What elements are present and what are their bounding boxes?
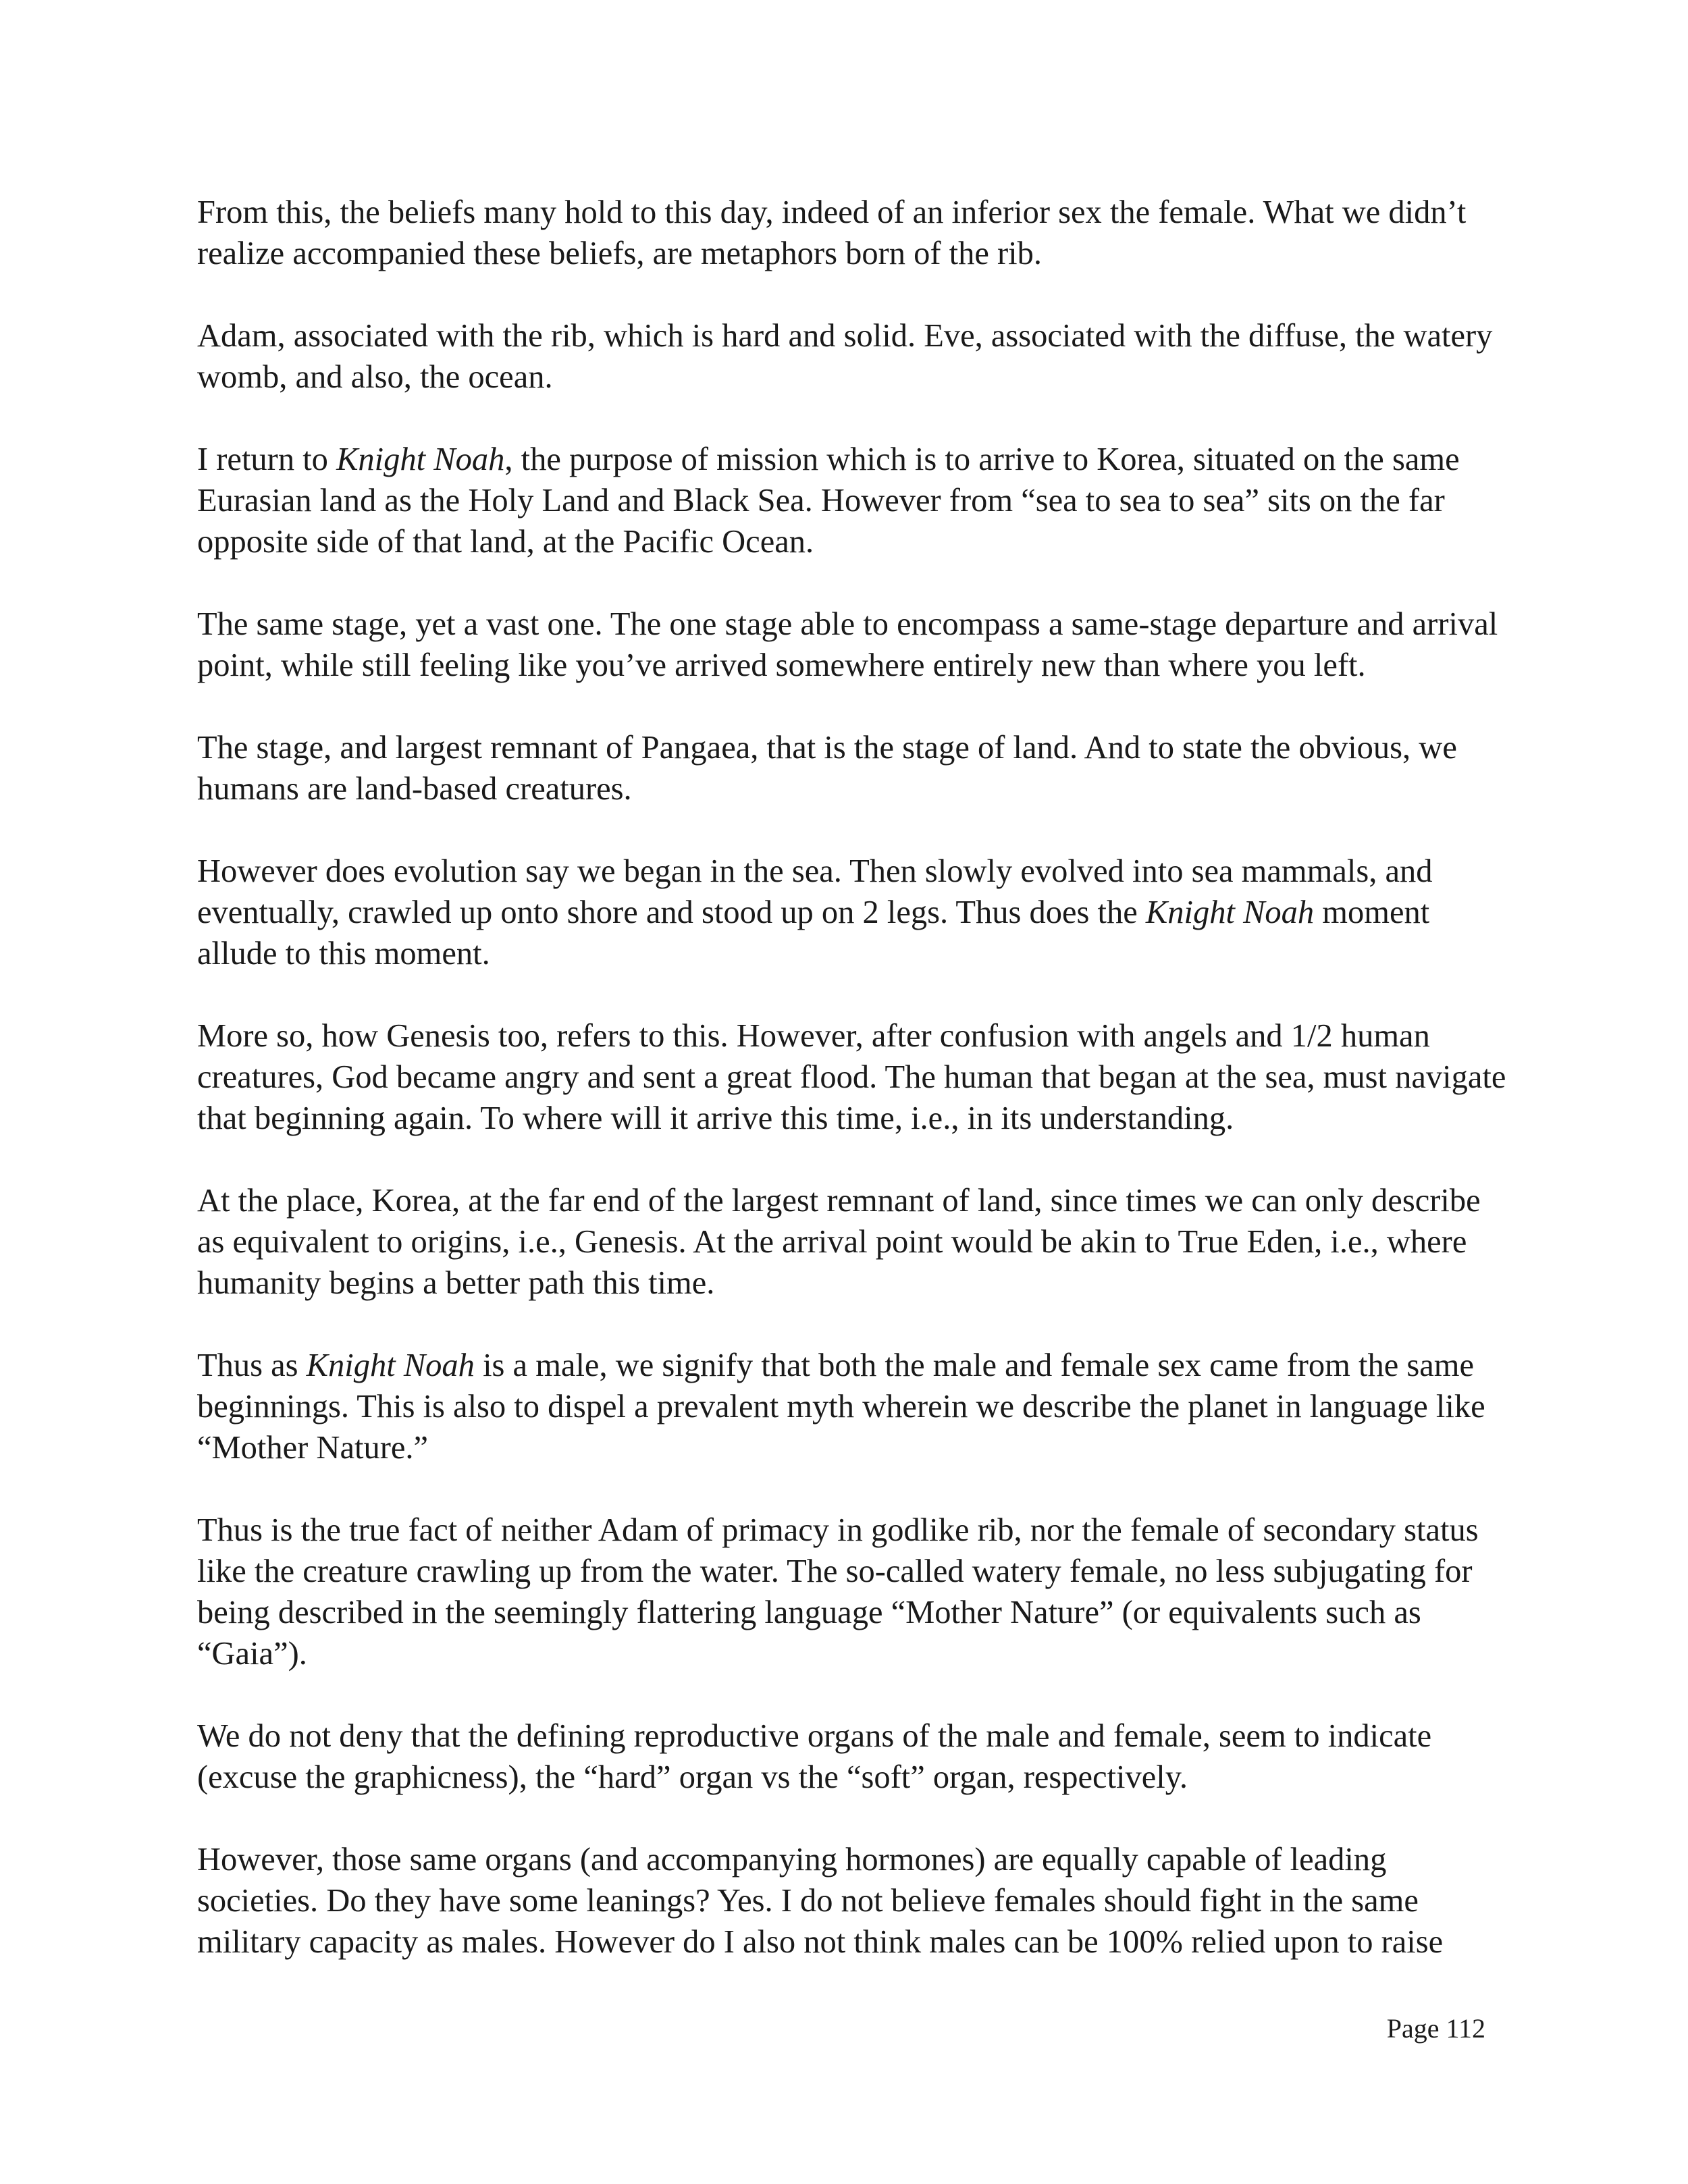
paragraph <box>197 604 1514 686</box>
paragraph <box>197 1015 1514 1139</box>
italic-title: Knight Noah <box>1145 895 1315 930</box>
paragraph <box>197 1510 1514 1674</box>
text-run: The same stage, yet a vast one. The one stage able to encompass a same-stage departure and arrival point, while still feeling like you’ve arrived somewhere entirely new than where you left. <box>197 606 1498 683</box>
text-run: However, those same organs (and accompanying hormones) are equally capable of leading societies. Do they have some leanings? Yes. I do not believe females should fight in the same military capacity as males. However do I also not think males can be 100% relied upon to raise <box>197 1842 1444 1960</box>
text-run: We do not deny that the defining reproductive organs of the male and female, seem to indicate (excuse the graphicness), the “hard” organ vs the “soft” organ, respectively. <box>197 1718 1432 1795</box>
text-run: Adam, associated with the rib, which is hard and solid. Eve, associated with the diffuse, the watery womb, and also, the ocean. <box>197 318 1493 395</box>
paragraph <box>197 1715 1514 1798</box>
paragraph <box>197 439 1514 562</box>
text-run: is a male, we signify that both the male and female sex came from the same beginnings. This is also to dispel a prevalent myth wherein we describe the planet in language like “Mother Nature.” <box>197 1348 1485 1466</box>
text-run: More so, how Genesis too, refers to this. However, after confusion with angels and 1/2 human creatures, God became angry and sent a great flood. The human that began at the sea, must navigate that beginning again. To where will it arrive this time, i.e., in its understanding. <box>197 1018 1506 1136</box>
paragraph <box>197 727 1514 809</box>
text-run: Thus is the true fact of neither Adam of primacy in godlike rib, nor the female of secondary status like the creature crawling up from the water. The so-called watery female, no less subjugating for being described in the seemingly flattering language “Mother Nature” (or equivalents such as “Gaia”). <box>197 1512 1479 1672</box>
paragraph <box>197 1345 1514 1468</box>
text-run: From this, the beliefs many hold to this day, indeed of an inferior sex the female. What we didn’t realize accompanied these beliefs, are metaphors born of the rib. <box>197 194 1467 271</box>
text-run: At the place, Korea, at the far end of the largest remnant of land, since times we can only describe as equivalent to origins, i.e., Genesis. At the arrival point would be akin to True Eden, i.e., where humanity begins a better path this time. <box>197 1183 1481 1301</box>
paragraph <box>197 1180 1514 1304</box>
text-run: However does evolution say we began in the sea. Then slowly evolved into sea mammals, and eventually, crawled up onto shore and stood up on 2 legs. Thus does the <box>197 853 1433 930</box>
text-run: moment allude to this moment. <box>197 895 1430 971</box>
italic-title: Knight Noah <box>306 1348 475 1383</box>
page-number: Page 112 <box>1386 2013 1485 2044</box>
text-run: The stage, and largest remnant of Pangaea, that is the stage of land. And to state the obvious, we humans are land-based creatures. <box>197 730 1457 807</box>
paragraph <box>197 1839 1514 1963</box>
italic-title: Knight Noah <box>336 442 505 477</box>
paragraph <box>197 851 1514 974</box>
body-text <box>197 192 1514 1963</box>
text-run: Thus as <box>197 1348 307 1383</box>
text-run: I return to <box>197 442 337 477</box>
text-run: , the purpose of mission which is to arrive to Korea, situated on the same Eurasian land as the Holy Land and Black Sea. However from “sea to sea to sea” sits on the far opposite side of that land, at the Pacific Ocean. <box>197 442 1460 560</box>
paragraph <box>197 192 1514 274</box>
paragraph <box>197 315 1514 398</box>
